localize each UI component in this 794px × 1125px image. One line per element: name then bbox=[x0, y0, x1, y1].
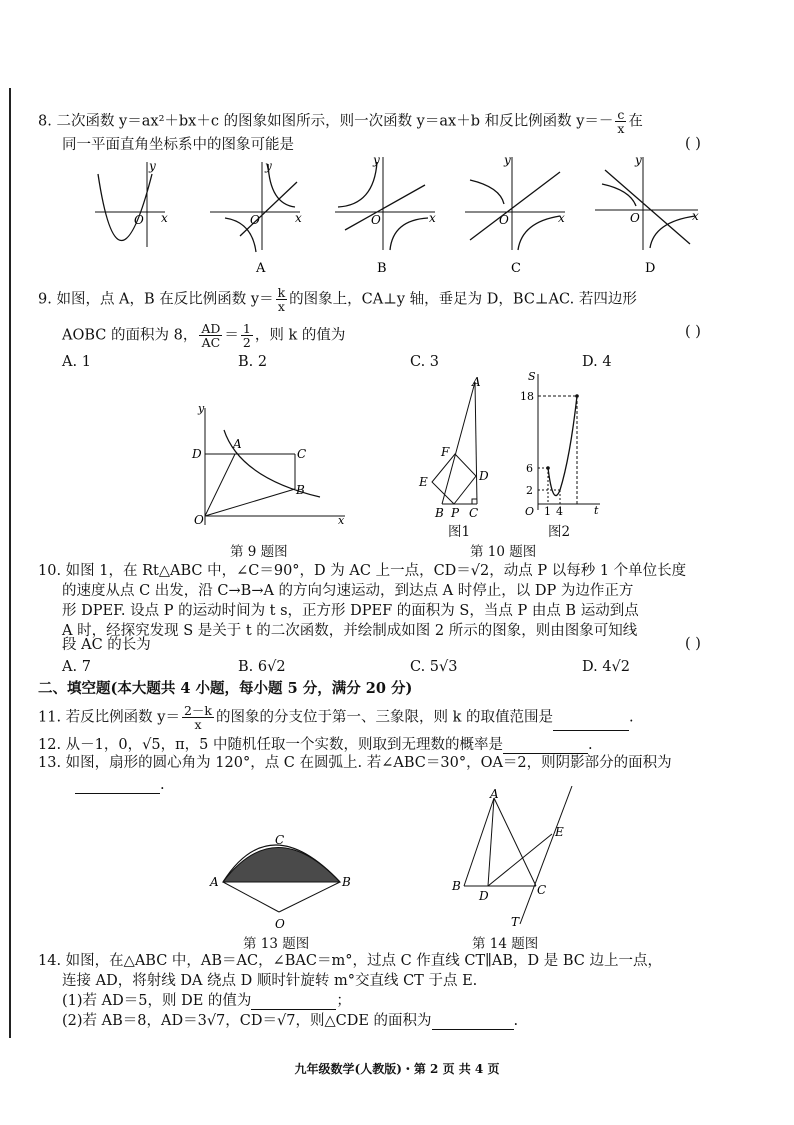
q14-sub2-answer-blank[interactable] bbox=[432, 1013, 514, 1030]
q14-sub1-answer-blank[interactable] bbox=[251, 993, 336, 1010]
fig9-y: y bbox=[198, 402, 205, 415]
q10-option-c: C. 5√3 bbox=[410, 659, 458, 675]
q14-sub1: (1)若 AD＝5，则 DE 的值为 ； bbox=[62, 993, 351, 1009]
fig13-a: A bbox=[210, 875, 219, 889]
fig10-sub1: 图1 bbox=[448, 524, 471, 540]
fig13-diagram bbox=[205, 828, 355, 933]
fig9-diagram bbox=[190, 400, 360, 535]
q8-option-a-label: A bbox=[256, 261, 266, 276]
q8-fraction: $\frac{c}{x}$ bbox=[617, 107, 625, 136]
q8-option-b-graph bbox=[335, 153, 436, 276]
fig10-2: 2 bbox=[526, 484, 533, 497]
q8-gc-x: x bbox=[558, 211, 565, 225]
fig10-18: 18 bbox=[520, 390, 534, 403]
fig14-d: D bbox=[479, 889, 489, 903]
q10-option-d: D. 4√2 bbox=[582, 659, 631, 675]
q9-option-a: A. 1 bbox=[62, 354, 91, 370]
q8-g0-o: O bbox=[134, 213, 144, 227]
q8-option-c-graph bbox=[465, 153, 565, 276]
q10-answer-bracket: ( ) bbox=[685, 636, 701, 652]
q8-ga-o: O bbox=[250, 213, 260, 227]
fig13-c: C bbox=[275, 833, 285, 847]
q13-answer-blank[interactable] bbox=[75, 777, 160, 794]
fig13-b: B bbox=[342, 875, 351, 889]
fig9-o: O bbox=[194, 513, 204, 527]
q9-option-c: C. 3 bbox=[410, 354, 440, 370]
q8-option-a-graph bbox=[210, 159, 302, 276]
q11-line: 11. 若反比例函数 y＝ $\frac{2-k}{x}$ 的图象的分支位于第一、三象限，则 k 的取值范围是 . bbox=[38, 703, 634, 732]
fig9-a: A bbox=[233, 437, 242, 451]
q10-line2: 的速度从点 C 出发，沿 C→B→A 的方向匀速运动，到达点 A 时停止，以 DP 为边作正方 bbox=[62, 583, 634, 599]
q8-ga-x: x bbox=[295, 211, 302, 225]
q9-answer-bracket: ( ) bbox=[685, 324, 701, 340]
q8-parabola-graph bbox=[95, 159, 168, 247]
q8-gd-y: y bbox=[635, 153, 642, 167]
fig10-f: F bbox=[441, 445, 450, 459]
q8-graphs bbox=[90, 152, 780, 277]
q9-option-d: D. 4 bbox=[582, 354, 612, 370]
q8-gc-y: y bbox=[504, 153, 511, 167]
page-footer: 九年级数学(人教版)・第 2 页 共 4 页 bbox=[294, 1062, 500, 1076]
fig14-e: E bbox=[555, 825, 564, 839]
q8-line2: 同一平面直角坐标系中的图象可能是 bbox=[62, 137, 294, 153]
fig14-c: C bbox=[537, 883, 547, 897]
fig10-diagram-2 bbox=[520, 368, 605, 518]
section-fill-in-heading: 二、填空题(本大题共 4 小题，每小题 5 分，满分 20 分) bbox=[38, 680, 413, 697]
fig9-x: x bbox=[338, 514, 345, 527]
fig9-b: B bbox=[296, 483, 305, 497]
q8-answer-bracket: ( ) bbox=[685, 136, 701, 152]
q8-g0-y: y bbox=[149, 159, 156, 173]
q8-gb-y: y bbox=[373, 153, 380, 167]
fig14-caption: 第 14 题图 bbox=[472, 936, 539, 952]
q14-line1: 14. 如图，在△ABC 中，AB＝AC，∠BAC＝m°，过点 C 作直线 CT∥AB，D 是 BC 边上一点， bbox=[38, 953, 662, 969]
q14-sub2: (2)若 AB＝8，AD＝3√7，CD＝√7，则△CDE 的面积为 . bbox=[62, 1013, 519, 1029]
q13-line2: . bbox=[75, 776, 165, 794]
fig10-1: 1 bbox=[544, 505, 551, 518]
fig10-a: A bbox=[472, 375, 481, 389]
fig10-6: 6 bbox=[526, 462, 533, 475]
fig13-caption: 第 13 题图 bbox=[243, 936, 310, 952]
fig10-d: D bbox=[479, 469, 489, 483]
fig10-p: P bbox=[451, 506, 460, 520]
fig10-4: 4 bbox=[556, 505, 563, 518]
q8-gb-o: O bbox=[371, 213, 381, 227]
fig10-sub2: 图2 bbox=[548, 524, 571, 540]
fig10-b: B bbox=[435, 506, 444, 520]
fig10-t: t bbox=[594, 504, 599, 517]
fig14-diagram bbox=[448, 786, 578, 931]
q12-answer-blank[interactable] bbox=[503, 737, 588, 754]
q8-option-c-label: C bbox=[511, 261, 521, 276]
fig10-o: O bbox=[525, 505, 535, 518]
q10-line1: 10. 如图 1，在 Rt△ABC 中，∠C＝90°，D 为 AC 上一点，CD＝√2，动点 P 以每秒 1 个单位长度 bbox=[38, 563, 687, 579]
fig10-c: C bbox=[469, 506, 479, 520]
q9-line2: AOBC 的面积为 8， $\frac{AD}{AC}$ ＝ $\frac{1}{2}$ ，则 k 的值为 bbox=[62, 321, 346, 350]
q8-option-d-graph bbox=[595, 153, 699, 276]
q8-gd-o: O bbox=[630, 211, 640, 225]
fig9-caption: 第 9 题图 bbox=[230, 544, 288, 560]
q10-option-a: A. 7 bbox=[62, 659, 91, 675]
q11-answer-blank[interactable] bbox=[553, 714, 629, 731]
q9-line1: 9. 如图，点 A，B 在反比例函数 y＝ $\frac{k}{x}$ 的图象上，CA⊥y 轴，垂足为 D，BC⊥AC. 若四边形 bbox=[38, 285, 637, 314]
fig13-o: O bbox=[275, 917, 285, 931]
fig14-t: T bbox=[511, 915, 520, 929]
q14-line2: 连接 AD，将射线 DA 绕点 D 顺时针旋转 m°交直线 CT 于点 E. bbox=[62, 973, 478, 989]
q8-ga-y: y bbox=[265, 159, 272, 173]
fig10-diagram-1 bbox=[412, 372, 497, 520]
q8-gc-o: O bbox=[499, 213, 509, 227]
q10-line4: A 时，经探究发现 S 是关于 t 的二次函数，并绘制成如图 2 所示的图象，则由图象可知线 bbox=[62, 623, 638, 639]
q8-gb-x: x bbox=[429, 211, 436, 225]
q10-line5: 段 AC 的长为 bbox=[62, 637, 151, 653]
q8-g0-x: x bbox=[161, 211, 168, 225]
q9-option-b: B. 2 bbox=[238, 354, 268, 370]
fig10-e: E bbox=[419, 475, 428, 489]
margin-line bbox=[9, 88, 11, 1038]
q10-option-b: B. 6√2 bbox=[238, 659, 286, 675]
fig9-c: C bbox=[297, 447, 307, 461]
fig9-d: D bbox=[192, 447, 202, 461]
q13-line1: 13. 如图，扇形的圆心角为 120°，点 C 在圆弧上. 若∠ABC＝30°，OA＝2，则阴影部分的面积为 bbox=[38, 755, 672, 771]
q8-line1: 8. 二次函数 y＝ax²＋bx＋c 的图象如图所示，则一次函数 y＝ax＋b 和反比例函数 y＝－ $\frac{c}{x}$ 在 bbox=[38, 107, 643, 136]
fig14-b: B bbox=[452, 879, 461, 893]
q10-line3: 形 DPEF. 设点 P 的运动时间为 t s，正方形 DPEF 的面积为 S，当点 P 由点 B 运动到点 bbox=[62, 603, 639, 619]
q12-line: 12. 从－1，0，√5，π，5 中随机任取一个实数，则取到无理数的概率是 . bbox=[38, 737, 593, 753]
q8-option-b-label: B bbox=[377, 261, 387, 276]
q8-option-d-label: D bbox=[645, 261, 656, 276]
fig14-a: A bbox=[490, 787, 499, 801]
q8-gd-x: x bbox=[692, 209, 699, 223]
fig10-s: S bbox=[528, 370, 536, 383]
fig10-caption: 第 10 题图 bbox=[470, 544, 537, 560]
